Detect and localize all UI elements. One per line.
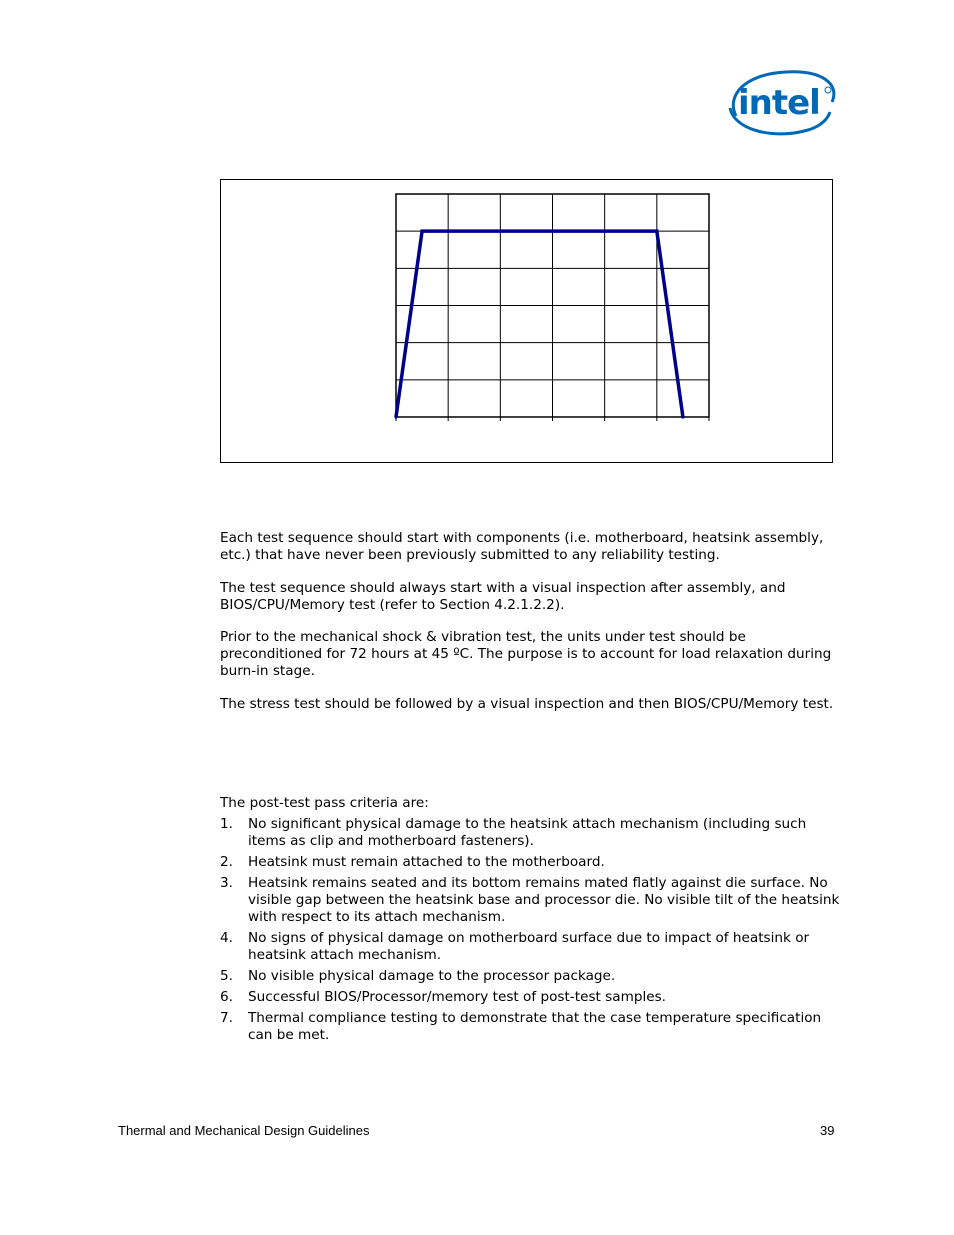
- figure-frame: [220, 179, 833, 463]
- paragraph-1: Each test sequence should start with components (i.e. motherboard, heatsink assembly, etc.) that have never been previously submitted to any reliability testing.: [220, 530, 824, 563]
- intel-logo: [724, 66, 840, 140]
- criteria-list: [220, 816, 840, 1048]
- criteria-intro: The post-test pass criteria are:: [220, 795, 429, 811]
- list-number: 7.: [220, 1010, 233, 1026]
- footer-title: Thermal and Mechanical Design Guidelines: [118, 1123, 370, 1138]
- list-number: 5.: [220, 968, 233, 984]
- list-item: [220, 1010, 840, 1044]
- series-line: [396, 231, 683, 417]
- profile-chart: [221, 180, 832, 462]
- list-number: 1.: [220, 816, 233, 832]
- paragraph-2: The test sequence should always start with a visual inspection after assembly, and BIOS/CPU/Memory test (refer to Section 4.2.1.2.2).: [220, 580, 786, 613]
- data-point: [394, 415, 397, 418]
- list-item: [220, 854, 840, 871]
- list-item: [220, 875, 840, 926]
- list-text: No signs of physical damage on motherboard surface due to impact of heatsink or heatsink attach mechanism.: [248, 930, 810, 963]
- list-text: No visible physical damage to the processor package.: [248, 968, 616, 984]
- list-item: [220, 816, 840, 850]
- list-text: Successful BIOS/Processor/memory test of post-test samples.: [248, 989, 667, 1005]
- svg-text:intel: intel: [738, 83, 820, 123]
- paragraph-3: Prior to the mechanical shock & vibration test, the units under test should be preconditioned for 72 hours at 45 ºC. The purpose is to account for load relaxation during burn-in stage.: [220, 629, 832, 679]
- list-item: [220, 989, 840, 1006]
- list-number: 6.: [220, 989, 233, 1005]
- data-point: [420, 230, 423, 233]
- list-text: Thermal compliance testing to demonstrate that the case temperature specification can be met.: [248, 1010, 822, 1043]
- data-point: [655, 230, 658, 233]
- list-item: [220, 968, 840, 985]
- data-point: [681, 415, 684, 418]
- paragraph-4: The stress test should be followed by a visual inspection and then BIOS/CPU/Memory test.: [220, 696, 834, 712]
- list-number: 4.: [220, 930, 233, 946]
- list-number: 2.: [220, 854, 233, 870]
- page-number: 39: [820, 1123, 835, 1138]
- list-text: No significant physical damage to the heatsink attach mechanism (including such items as clip and motherboard fasteners).: [248, 816, 807, 849]
- list-number: 3.: [220, 875, 233, 891]
- list-item: [220, 930, 840, 964]
- list-text: Heatsink must remain attached to the motherboard.: [248, 854, 605, 870]
- list-text: Heatsink remains seated and its bottom remains mated flatly against die surface. No visible gap between the heatsink base and processor die. No visible tilt of the heatsink with respect to its attach mechanism.: [248, 875, 840, 925]
